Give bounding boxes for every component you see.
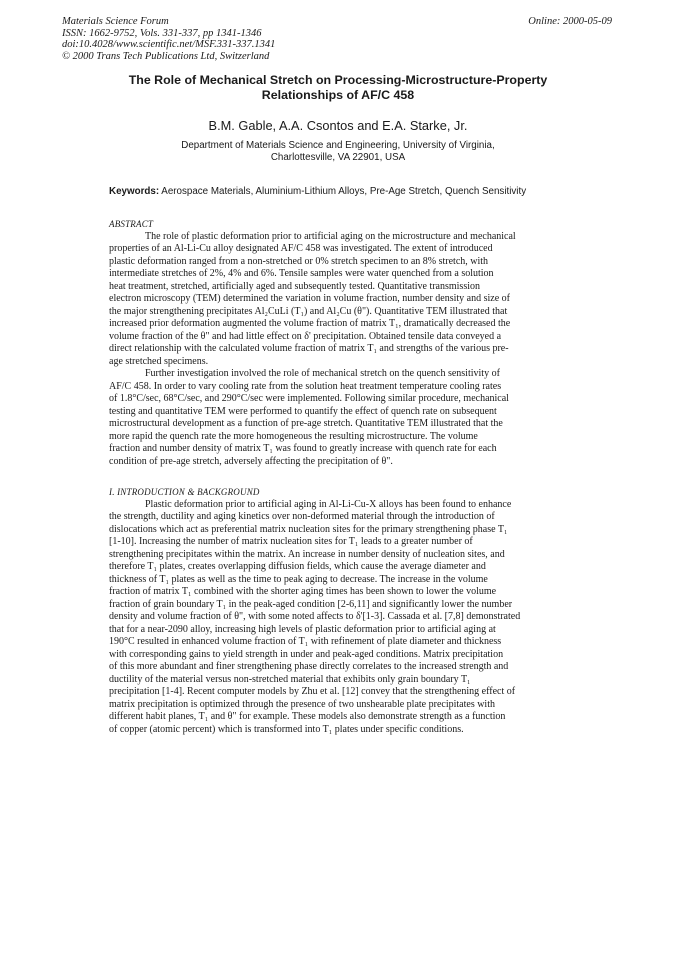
doi-line[interactable]: doi:10.4028/www.scientific.net/MSF.331-337.1341 (62, 39, 276, 50)
online-date: Online: 2000-05-09 (528, 16, 612, 27)
text-line: 190°C resulted in enhanced volume fraction of T₁ with refinement of plate diameter and thickness (109, 636, 502, 647)
introduction-paragraph (109, 499, 587, 737)
abstract-heading: ABSTRACT (109, 219, 154, 229)
text-line: strengthening precipitates within the matrix. An increase in number density of nucleation sites, and (109, 548, 505, 560)
copyright-line: © 2000 Trans Tech Publications Ltd, Switzerland (62, 50, 270, 62)
paper-title (62, 73, 614, 103)
text-line: fraction and number density of matrix T₁ was found to greatly increase with quench rate for each (109, 443, 497, 454)
author-list: B.M. Gable, A.A. Csontos and E.A. Starke, Jr. (208, 118, 468, 133)
text-line: therefore T₁ plates, creates overlapping diffusion fields, which cause the average diameter and (109, 561, 486, 572)
text-line: [1-10]. Increasing the number of matrix nucleation sites for T₁ leads to a greater number of (109, 536, 473, 547)
text-line: precipitation [1-4]. Recent computer models by Zhu et al. [12] convey that the strengthening effect of (109, 686, 516, 697)
text-line: of this more abundant and finer strengthening phase directly correlates to the increased strength and (109, 661, 509, 672)
text-line: plastic deformation ranged from a non-stretched or 0% stretch specimen to an 8% stretch, with (109, 255, 489, 267)
introduction-heading: I. INTRODUCTION & BACKGROUND (109, 487, 260, 497)
journal-header (62, 16, 275, 62)
journal-name: Materials Science Forum (62, 16, 169, 27)
text-line: direct relationship with the calculated volume fraction of matrix T₁ and strengths of the various pre- (109, 343, 509, 354)
keywords (109, 186, 526, 197)
text-line: microstructural development as a function of pre-age stretch. Quantitative TEM illustrated that the (109, 418, 503, 429)
text-line: of 1.8°C/sec, 68°C/sec, and 290°C/sec were implemented. Following similar procedure, mechanical (109, 393, 509, 404)
text-line: with corresponding gains to yield strength in under and peak-aged conditions. Matrix precipitation (109, 648, 504, 660)
affiliation-line: Charlottesville, VA 22901, USA (270, 152, 406, 163)
text-line: age stretched specimens. (109, 355, 209, 367)
text-line: condition of pre-age stretch, adversely affecting the precipitation of θ". (109, 455, 393, 467)
text-line: that for a near-2090 alloy, increasing high levels of plastic deformation prior to artificial aging at (109, 623, 496, 635)
text-line: thickness of T₁ plates as well as the time to peak aging to decrease. The increase in the volume (109, 573, 488, 585)
text-line: heat treatment, stretched, artificially aged and subsequently tested. Quantitative transmission (109, 280, 480, 292)
text-line: matrix precipitation is optimized through the presence of two unshearable plate precipitates with (109, 698, 495, 710)
text-line: density and volume fraction of θ", with some noted affects to δ'[1-3]. Cassada et al. [7,8] demonstrated (109, 611, 521, 622)
introduction-section (109, 486, 587, 736)
text-line: AF/C 458. In order to vary cooling rate from the solution heat treatment temperature cooling rates (109, 380, 502, 392)
text-line: intermediate stretches of 2%, 4% and 6%. Tensile samples were water quenched from a solution (109, 268, 494, 279)
title-line: Relationships of AF/C 458 (261, 88, 415, 102)
text-line: Further investigation involved the role of mechanical stretch on the quench sensitivity of (145, 368, 500, 379)
text-line: the major strengthening precipitates Al₂CuLi (T₁) and Al₂Cu (θ"). Quantitative TEM illustrated that (109, 305, 508, 317)
text-line: volume fraction of the θ" and had little effect on δ' precipitation. Obtained tensile data conveyed a (109, 330, 502, 342)
abstract-paragraph-2 (109, 368, 587, 468)
text-line: electron microscopy (TEM) determined the variation in volume fraction, number density and size of (109, 293, 510, 304)
text-line: testing and quantitative TEM were performed to quantify the effect of quench rate on subsequent (109, 405, 497, 417)
text-line: fraction of matrix T₁ combined with the shorter aging times has been shown to lower the volume (109, 586, 497, 597)
keywords-label: Keywords: (109, 186, 160, 197)
text-line: more rapid the quench rate the more homogeneous the resulting microstructure. The volume (109, 430, 478, 442)
text-line: increased prior deformation augmented the volume fraction of matrix T₁, dramatically decreased the (109, 318, 511, 329)
text-line: of copper (atomic percent) which is transformed into T₁ plates under specific conditions. (109, 723, 464, 735)
text-line: The role of plastic deformation prior to artificial aging on the microstructure and mechanical (145, 230, 516, 242)
text-line: different habit planes, T₁ and θ" for example. These models also demonstrate strength as a function (109, 711, 506, 722)
text-line: ductility of the material versus non-stretched material that exhibits only grain boundary T₁ (109, 673, 471, 685)
text-line: properties of an Al-Li-Cu alloy designated AF/C 458 was investigated. The extent of introduced (109, 243, 493, 254)
text-line: the strength, ductility and aging kinetics over non-deformed material through the introduction of (109, 511, 495, 522)
text-line: fraction of grain boundary T₁ in the peak-aged condition [2-6,11] and significantly lower the number (109, 598, 513, 610)
title-line: The Role of Mechanical Stretch on Processing-Microstructure-Property (128, 73, 548, 87)
text-line: Plastic deformation prior to artificial aging in Al-Li-Cu-X alloys has been found to enhance (145, 498, 512, 510)
affiliation-line: Department of Materials Science and Engineering, University of Virginia, (181, 140, 495, 151)
text-line: dislocations which act as preferential matrix nucleation sites for the primary strengthening phase T₁ (109, 523, 508, 535)
keywords-text: Aerospace Materials, Aluminium-Lithium Alloys, Pre-Age Stretch, Quench Sensitivity (161, 186, 527, 197)
issn-line: ISSN: 1662-9752, Vols. 331-337, pp 1341-1346 (62, 27, 262, 39)
affiliation (62, 140, 614, 164)
abstract-paragraph-1 (109, 231, 587, 369)
abstract-section (109, 218, 587, 468)
